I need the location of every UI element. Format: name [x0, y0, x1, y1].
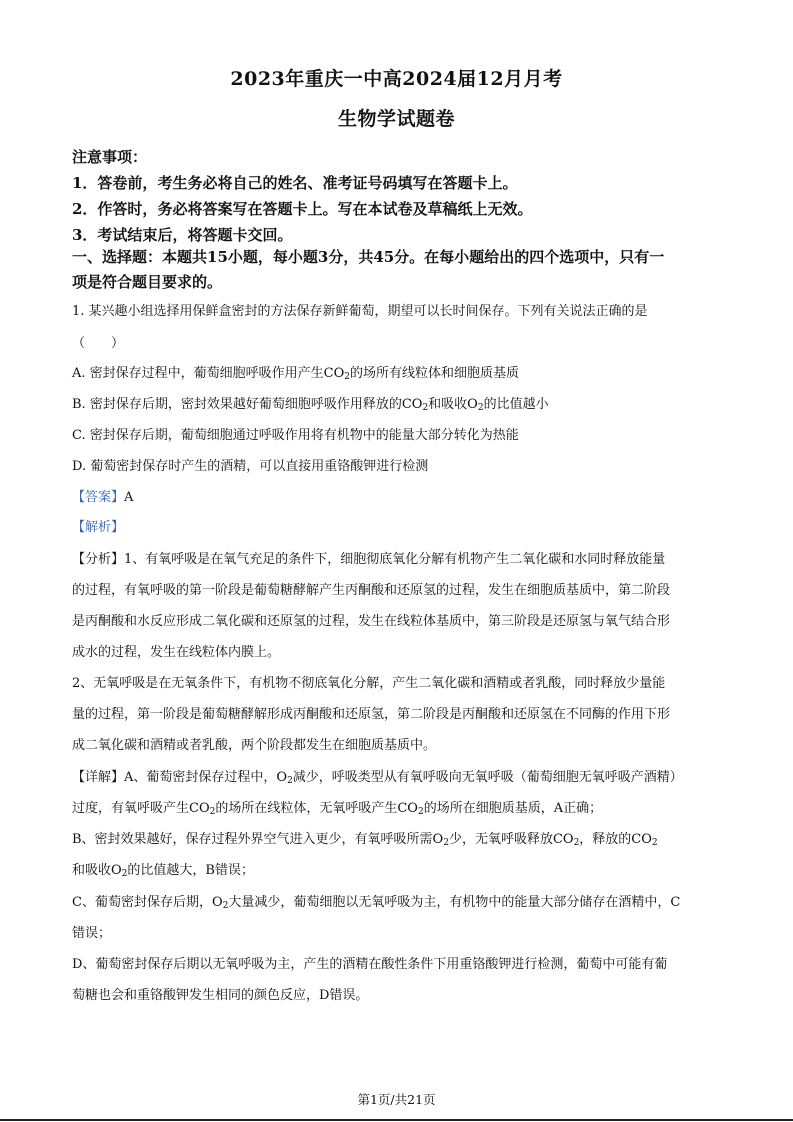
analysis-label: 【解析】: [72, 520, 125, 535]
answer: [72, 486, 133, 505]
answer-label: 【答案】: [72, 490, 125, 505]
analysis-line-7: 成二氧化碳和酒精或者乳酸，两个阶段都发生在细胞质基质中。: [72, 738, 437, 753]
section-heading-line2: 项是符合题目要求的。: [72, 273, 223, 291]
detail-line-3: B、密封效果越好，保存过程外界空气进入更少，有氧呼吸所需$O_2$少，无氧呼吸释放$CO_2$，释放的$CO_2$: [72, 832, 658, 848]
analysis-line-2: 的过程，有氧呼吸的第一阶段是葡萄糖酵解产生丙酮酸和还原氢的过程，发生在细胞质基质中，第二阶段: [72, 583, 671, 598]
page-title: 2023年重庆一中高2024届12月月考: [230, 68, 563, 90]
detail-line-1: 【详解】A、葡萄密封保存过程中，$O_2$减少，呼吸类型从有氧呼吸向无氧呼吸（葡萄细胞无氧呼吸产酒精）: [72, 770, 683, 786]
option-c: C. 密封保存后期，葡萄细胞通过呼吸作用将有机物中的能量大部分转化为热能: [72, 428, 519, 443]
option-b: B. 密封保存后期，密封效果越好葡萄细胞呼吸作用释放的$CO_2$和吸收$O_2$的比值越小: [72, 397, 549, 413]
option-a: A. 密封保存过程中，葡萄细胞呼吸作用产生$CO_2$的场所有线粒体和细胞质基质: [72, 366, 520, 382]
option-d: D. 葡萄密封保存时产生的酒精，可以直接用重铬酸钾进行检测: [72, 459, 429, 474]
question-stem: 1. 某兴趣小组选择用保鲜盒密封的方法保存新鲜葡萄，期望可以长时间保存。下列有关说法正确的是: [72, 304, 648, 319]
analysis-line-3: 是丙酮酸和水反应形成二氧化碳和还原氢的过程，发生在线粒体基质中，第三阶段是还原氢与氧气结合形: [72, 614, 671, 629]
notice-item-2: 2．作答时，务必将答案写在答题卡上。写在本试卷及草稿纸上无效。: [72, 200, 533, 218]
analysis-line-4: 成水的过程，发生在线粒体内膜上。: [72, 645, 281, 660]
detail-line-8: 萄糖也会和重铬酸钾发生相同的颜色反应，D错误。: [72, 988, 369, 1003]
notice-item-1: 1．答卷前，考生务必将自己的姓名、准考证号码填写在答题卡上。: [72, 174, 518, 192]
notice-item-3: 3．考试结束后，将答题卡交回。: [72, 226, 293, 244]
bottom-divider: [0, 1119, 793, 1121]
answer-value: A: [124, 490, 134, 505]
detail-line-6: 错误；: [72, 926, 112, 941]
detail-line-7: D、葡萄密封保存后期以无氧呼吸为主，产生的酒精在酸性条件下用重铬酸钾进行检测，葡萄中可能有葡: [72, 957, 668, 972]
detail-line-5: C、葡萄密封保存后期，$O_2$大量减少，葡萄细胞以无氧呼吸为主，有机物中的能量大部分储存在酒精中，C: [72, 895, 681, 911]
analysis-line-5: 2、无氧呼吸是在无氧条件下，有机物不彻底氧化分解，产生二氧化碳和酒精或者乳酸，同时释放少量能: [72, 676, 666, 691]
analysis-line-1: 【分析】1、有氧呼吸是在氧气充足的条件下，细胞彻底氧化分解有机物产生二氧化碳和水同时释放能量: [72, 552, 666, 567]
detail-line-4: 和吸收$O_2$的比值越大，B错误；: [72, 863, 254, 879]
page-subtitle: 生物学试题卷: [337, 108, 455, 130]
section-heading-line1: 一、选择题：本题共15小题，每小题3分，共45分。在每小题给出的四个选项中，只有一: [72, 248, 665, 266]
page-number: 第1页/共21页: [357, 1092, 436, 1107]
notice-heading: 注意事项：: [72, 148, 148, 166]
analysis-line-6: 量的过程，第一阶段是葡萄糖酵解形成丙酮酸和还原氢，第二阶段是丙酮酸和还原氢在不同酶的作用下形: [72, 707, 671, 722]
question-stem-bracket: （ ）: [72, 336, 125, 351]
detail-line-2: 过度，有氧呼吸产生$CO_2$的场所在线粒体，无氧呼吸产生$CO_2$的场所在细胞质基质，A正确；: [72, 801, 603, 817]
